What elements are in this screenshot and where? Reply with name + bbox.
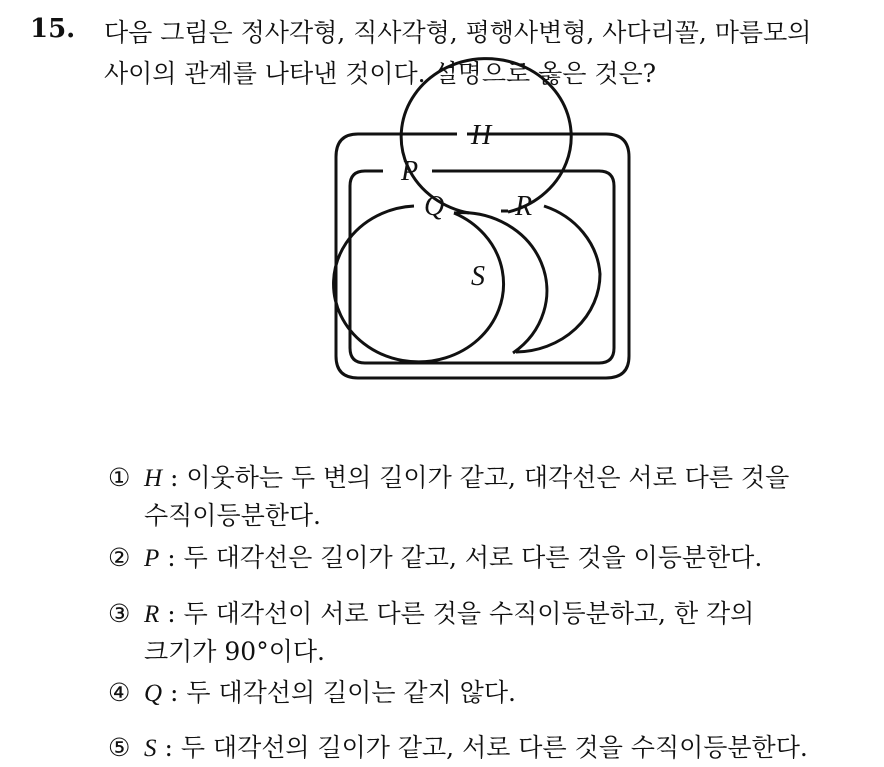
choice-3[interactable]	[108, 595, 754, 670]
stem-line: 사이의 관계를 나타낸 것이다. 설명으로 옳은 것은?	[104, 59, 657, 88]
circle-q-join	[454, 213, 547, 353]
choice-text-cont: 수직이등분한다.	[144, 501, 321, 530]
circle-r-tail	[501, 206, 600, 352]
choice-key: H	[144, 465, 163, 492]
choice-4[interactable]	[108, 674, 516, 712]
label-h: H	[471, 120, 492, 151]
choice-number: ⑤	[108, 733, 131, 762]
choice-text: 이웃하는 두 변의 길이가 같고, 대각선은 서로 다른 것을	[186, 463, 790, 492]
choice-separator: :	[159, 599, 184, 628]
choice-number: ④	[108, 678, 131, 707]
label-s: S	[471, 261, 485, 292]
choice-text: 두 대각선은 길이가 같고, 서로 다른 것을 이등분한다.	[183, 543, 763, 572]
choice-separator: :	[159, 543, 184, 572]
stem-line: 다음 그림은 정사각형, 직사각형, 평행사변형, 사다리꼴, 마름모의	[104, 18, 812, 47]
label-p: P	[401, 156, 419, 187]
choice-key: P	[144, 545, 160, 572]
choice-2[interactable]	[108, 539, 762, 577]
question-number: 15.	[30, 14, 76, 44]
choice-text: 두 대각선의 길이는 같지 않다.	[186, 678, 516, 707]
choice-number: ③	[108, 599, 131, 628]
choice-text-cont: 크기가 90°이다.	[144, 637, 325, 666]
choice-key: S	[144, 735, 157, 762]
choice-key: R	[144, 601, 160, 628]
choice-1[interactable]	[108, 459, 789, 534]
choice-key: Q	[144, 680, 163, 707]
choice-number: ①	[108, 463, 131, 492]
label-q: Q	[424, 191, 445, 222]
choice-separator: :	[162, 463, 187, 492]
choice-text: 두 대각선이 서로 다른 것을 수직이등분하고, 한 각의	[183, 599, 755, 628]
choice-separator: :	[162, 678, 187, 707]
choice-number: ②	[108, 543, 131, 572]
choice-text: 두 대각선의 길이가 같고, 서로 다른 것을 수직이등분한다.	[180, 733, 808, 762]
choice-5[interactable]	[108, 729, 808, 767]
label-r: R	[515, 191, 533, 222]
choice-separator: :	[156, 733, 181, 762]
